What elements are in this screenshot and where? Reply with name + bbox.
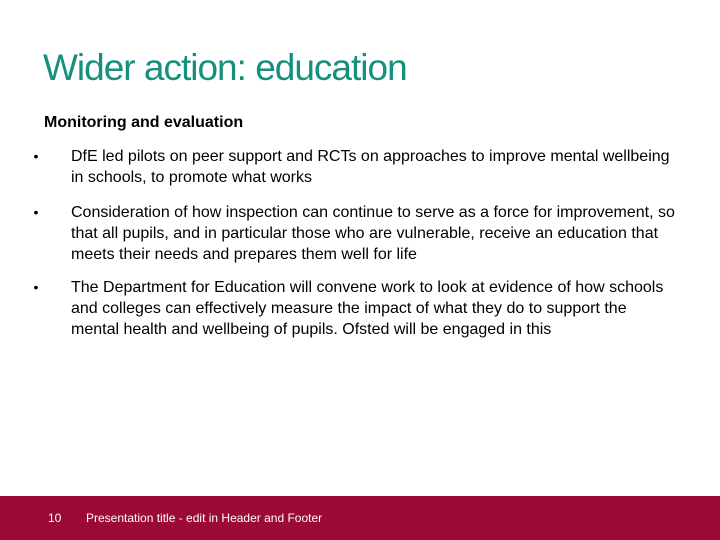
footer-bar (0, 496, 720, 540)
bullet-text: Consideration of how inspection can continue to serve as a force for improvement, so that all pupils, and in particular those who are vulnerable, receive an education that meets their needs and prepares them well for life (71, 204, 675, 263)
bullet-marker: • (33, 279, 39, 295)
slide-title: Wider action: education (43, 47, 407, 88)
bullet-marker: • (33, 148, 39, 164)
bullet-text: The Department for Education will convene work to look at evidence of how schools and colleges can effectively measure the impact of what they do to support the mental health and wellbeing of pupils. Ofsted will be engaged in this (71, 279, 664, 338)
bullet-marker: • (33, 204, 39, 220)
footer-text: Presentation title - edit in Header and Footer (86, 511, 323, 525)
section-heading: Monitoring and evaluation (44, 114, 244, 131)
bullet-text: DfE led pilots on peer support and RCTs on approaches to improve mental wellbeing in schools, to promote what works (71, 148, 670, 186)
page-number: 10 (48, 511, 62, 525)
